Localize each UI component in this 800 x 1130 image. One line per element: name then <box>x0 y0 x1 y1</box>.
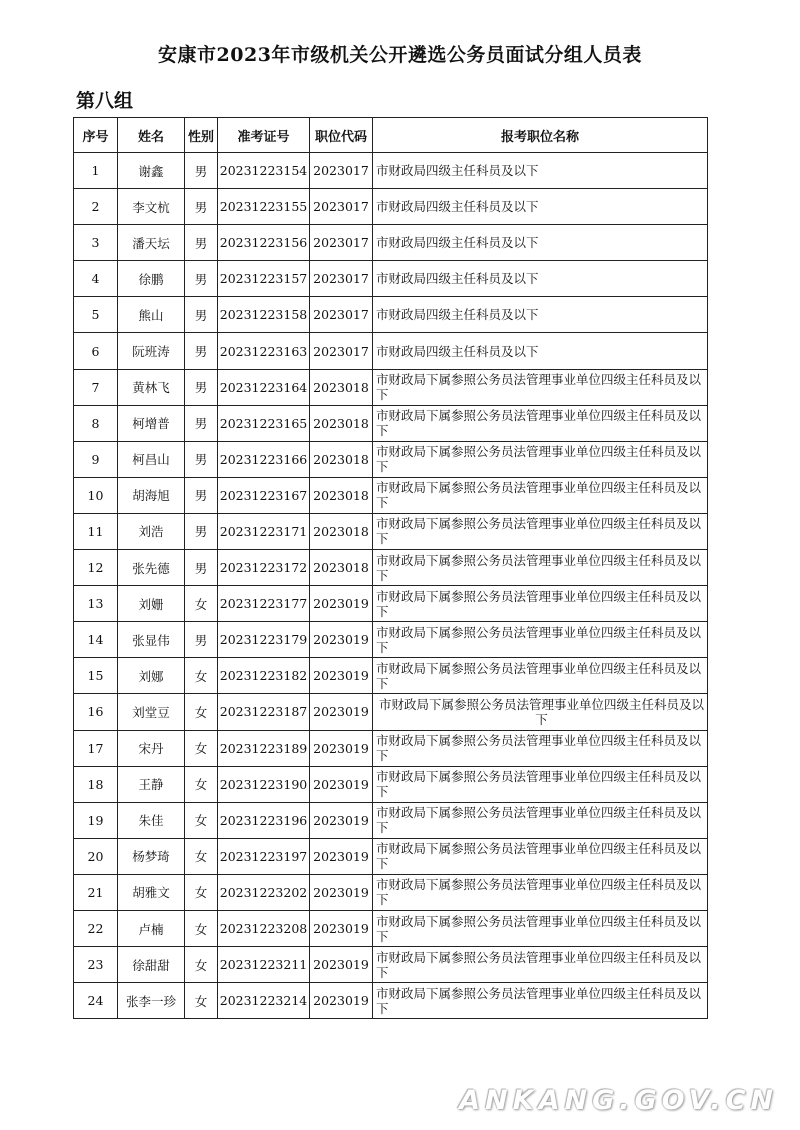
table-row <box>74 441 708 477</box>
cell-position: 市财政局四级主任科员及以下 <box>373 189 708 225</box>
cell-seq: 14 <box>74 622 118 658</box>
cell-ticket: 20231223214 <box>218 983 310 1019</box>
cell-position: 市财政局四级主任科员及以下 <box>373 261 708 297</box>
table-row <box>74 694 708 730</box>
group-heading: 第八组 <box>76 90 134 112</box>
cell-code: 2023018 <box>310 441 373 477</box>
cell-gender: 男 <box>185 261 218 297</box>
cell-seq: 17 <box>74 730 118 766</box>
cell-position: 市财政局下属参照公务员法管理事业单位四级主任科员及以下 <box>373 513 708 549</box>
cell-name: 黄林飞 <box>118 369 185 405</box>
cell-seq: 12 <box>74 550 118 586</box>
cell-gender: 男 <box>185 153 218 189</box>
cell-position: 市财政局下属参照公务员法管理事业单位四级主任科员及以下 <box>373 730 708 766</box>
cell-name: 胡雅文 <box>118 874 185 910</box>
cell-ticket: 20231223165 <box>218 405 310 441</box>
cell-name: 宋丹 <box>118 730 185 766</box>
cell-position: 市财政局下属参照公务员法管理事业单位四级主任科员及以下 <box>373 874 708 910</box>
cell-name: 胡海旭 <box>118 477 185 513</box>
cell-position: 市财政局下属参照公务员法管理事业单位四级主任科员及以下 <box>373 477 708 513</box>
cell-ticket: 20231223158 <box>218 297 310 333</box>
cell-name: 卢楠 <box>118 910 185 946</box>
table-row <box>74 947 708 983</box>
cell-ticket: 20231223177 <box>218 586 310 622</box>
cell-code: 2023018 <box>310 550 373 586</box>
cell-ticket: 20231223196 <box>218 802 310 838</box>
cell-name: 李文杭 <box>118 189 185 225</box>
cell-ticket: 20231223179 <box>218 622 310 658</box>
header-gender: 性别 <box>185 118 218 153</box>
cell-ticket: 20231223211 <box>218 947 310 983</box>
cell-seq: 15 <box>74 658 118 694</box>
cell-code: 2023018 <box>310 369 373 405</box>
cell-position: 市财政局下属参照公务员法管理事业单位四级主任科员及以下 <box>373 910 708 946</box>
table-row <box>74 910 708 946</box>
cell-gender: 男 <box>185 189 218 225</box>
cell-seq: 10 <box>74 477 118 513</box>
header-position: 报考职位名称 <box>373 118 708 153</box>
cell-code: 2023019 <box>310 658 373 694</box>
cell-name: 王静 <box>118 766 185 802</box>
cell-seq: 18 <box>74 766 118 802</box>
cell-code: 2023019 <box>310 947 373 983</box>
cell-gender: 女 <box>185 766 218 802</box>
cell-position: 市财政局下属参照公务员法管理事业单位四级主任科员及以下 <box>373 802 708 838</box>
cell-gender: 女 <box>185 802 218 838</box>
cell-seq: 21 <box>74 874 118 910</box>
cell-name: 刘浩 <box>118 513 185 549</box>
cell-seq: 11 <box>74 513 118 549</box>
cell-gender: 男 <box>185 441 218 477</box>
cell-gender: 女 <box>185 910 218 946</box>
cell-ticket: 20231223197 <box>218 838 310 874</box>
cell-position: 市财政局下属参照公务员法管理事业单位四级主任科员及以下 <box>373 983 708 1019</box>
table-row <box>74 874 708 910</box>
cell-name: 谢鑫 <box>118 153 185 189</box>
table-row <box>74 225 708 261</box>
interview-group-table <box>73 117 708 1019</box>
cell-position: 市财政局下属参照公务员法管理事业单位四级主任科员及以下 <box>373 947 708 983</box>
cell-name: 刘堂豆 <box>118 694 185 730</box>
cell-code: 2023017 <box>310 189 373 225</box>
header-code: 职位代码 <box>310 118 373 153</box>
cell-code: 2023019 <box>310 802 373 838</box>
cell-gender: 男 <box>185 477 218 513</box>
cell-gender: 男 <box>185 622 218 658</box>
table-row <box>74 658 708 694</box>
cell-position: 市财政局下属参照公务员法管理事业单位四级主任科员及以下 <box>373 586 708 622</box>
table-row <box>74 297 708 333</box>
table-row <box>74 153 708 189</box>
cell-seq: 13 <box>74 586 118 622</box>
cell-code: 2023019 <box>310 730 373 766</box>
cell-ticket: 20231223190 <box>218 766 310 802</box>
cell-seq: 7 <box>74 369 118 405</box>
cell-code: 2023017 <box>310 225 373 261</box>
cell-code: 2023018 <box>310 405 373 441</box>
cell-gender: 女 <box>185 838 218 874</box>
cell-gender: 男 <box>185 513 218 549</box>
table-row <box>74 730 708 766</box>
page-title: 安康市2023年市级机关公开遴选公务员面试分组人员表 <box>158 44 642 66</box>
table-row <box>74 477 708 513</box>
cell-code: 2023019 <box>310 910 373 946</box>
cell-code: 2023019 <box>310 983 373 1019</box>
cell-seq: 1 <box>74 153 118 189</box>
cell-ticket: 20231223208 <box>218 910 310 946</box>
cell-code: 2023019 <box>310 694 373 730</box>
cell-gender: 男 <box>185 225 218 261</box>
cell-code: 2023019 <box>310 622 373 658</box>
cell-ticket: 20231223187 <box>218 694 310 730</box>
cell-ticket: 20231223157 <box>218 261 310 297</box>
cell-gender: 女 <box>185 874 218 910</box>
table-row <box>74 513 708 549</box>
header-seq: 序号 <box>74 118 118 153</box>
cell-seq: 3 <box>74 225 118 261</box>
table-row <box>74 189 708 225</box>
table-row <box>74 586 708 622</box>
cell-seq: 22 <box>74 910 118 946</box>
cell-gender: 女 <box>185 586 218 622</box>
cell-gender: 女 <box>185 730 218 766</box>
cell-seq: 4 <box>74 261 118 297</box>
cell-ticket: 20231223164 <box>218 369 310 405</box>
cell-gender: 女 <box>185 983 218 1019</box>
table-row <box>74 802 708 838</box>
cell-position: 市财政局四级主任科员及以下 <box>373 297 708 333</box>
cell-name: 刘娜 <box>118 658 185 694</box>
table-row <box>74 838 708 874</box>
cell-name: 熊山 <box>118 297 185 333</box>
cell-seq: 6 <box>74 333 118 369</box>
header-name: 姓名 <box>118 118 185 153</box>
cell-code: 2023019 <box>310 766 373 802</box>
cell-position: 市财政局下属参照公务员法管理事业单位四级主任科员及以下 <box>373 622 708 658</box>
table-row <box>74 983 708 1019</box>
cell-seq: 5 <box>74 297 118 333</box>
cell-name: 柯昌山 <box>118 441 185 477</box>
cell-gender: 男 <box>185 369 218 405</box>
cell-seq: 2 <box>74 189 118 225</box>
cell-ticket: 20231223171 <box>218 513 310 549</box>
cell-ticket: 20231223172 <box>218 550 310 586</box>
cell-code: 2023017 <box>310 153 373 189</box>
cell-gender: 男 <box>185 405 218 441</box>
cell-seq: 24 <box>74 983 118 1019</box>
cell-name: 张先德 <box>118 550 185 586</box>
cell-position: 市财政局四级主任科员及以下 <box>373 153 708 189</box>
cell-position: 市财政局下属参照公务员法管理事业单位四级主任科员及以下 <box>373 658 708 694</box>
cell-gender: 女 <box>185 658 218 694</box>
cell-name: 刘姗 <box>118 586 185 622</box>
table-row <box>74 622 708 658</box>
cell-gender: 女 <box>185 694 218 730</box>
cell-ticket: 20231223202 <box>218 874 310 910</box>
cell-position: 市财政局四级主任科员及以下 <box>373 333 708 369</box>
cell-seq: 9 <box>74 441 118 477</box>
cell-position: 市财政局下属参照公务员法管理事业单位四级主任科员及以下 <box>373 550 708 586</box>
table-row <box>74 369 708 405</box>
cell-position: 市财政局下属参照公务员法管理事业单位四级主任科员及以下 <box>373 838 708 874</box>
cell-position: 市财政局下属参照公务员法管理事业单位四级主任科员及以下 <box>373 766 708 802</box>
cell-ticket: 20231223155 <box>218 189 310 225</box>
cell-code: 2023019 <box>310 586 373 622</box>
cell-seq: 23 <box>74 947 118 983</box>
cell-code: 2023019 <box>310 874 373 910</box>
cell-gender: 男 <box>185 297 218 333</box>
table-row <box>74 550 708 586</box>
cell-gender: 男 <box>185 333 218 369</box>
cell-gender: 男 <box>185 550 218 586</box>
table-header-row <box>74 118 708 153</box>
cell-name: 阮班涛 <box>118 333 185 369</box>
cell-seq: 16 <box>74 694 118 730</box>
cell-ticket: 20231223189 <box>218 730 310 766</box>
cell-seq: 20 <box>74 838 118 874</box>
cell-code: 2023017 <box>310 333 373 369</box>
cell-seq: 8 <box>74 405 118 441</box>
cell-position: 市财政局四级主任科员及以下 <box>373 225 708 261</box>
header-ticket: 准考证号 <box>218 118 310 153</box>
cell-name: 潘天坛 <box>118 225 185 261</box>
cell-code: 2023017 <box>310 297 373 333</box>
cell-ticket: 20231223166 <box>218 441 310 477</box>
cell-name: 张显伟 <box>118 622 185 658</box>
table-row <box>74 766 708 802</box>
cell-ticket: 20231223167 <box>218 477 310 513</box>
cell-code: 2023018 <box>310 513 373 549</box>
cell-name: 徐鹏 <box>118 261 185 297</box>
cell-position: 市财政局下属参照公务员法管理事业单位四级主任科员及以下 <box>373 441 708 477</box>
table-row <box>74 261 708 297</box>
cell-name: 徐甜甜 <box>118 947 185 983</box>
cell-seq: 19 <box>74 802 118 838</box>
table-row <box>74 333 708 369</box>
cell-position: 市财政局下属参照公务员法管理事业单位四级主任科员及以下 <box>373 405 708 441</box>
cell-position: 市财政局下属参照公务员法管理事业单位四级主任科员及以下 <box>373 694 708 730</box>
cell-ticket: 20231223154 <box>218 153 310 189</box>
cell-name: 张李一珍 <box>118 983 185 1019</box>
cell-name: 柯增普 <box>118 405 185 441</box>
cell-code: 2023019 <box>310 838 373 874</box>
cell-ticket: 20231223182 <box>218 658 310 694</box>
site-watermark: ANKANG.GOV.CN <box>459 1085 778 1116</box>
cell-ticket: 20231223156 <box>218 225 310 261</box>
cell-ticket: 20231223163 <box>218 333 310 369</box>
cell-name: 杨梦琦 <box>118 838 185 874</box>
cell-name: 朱佳 <box>118 802 185 838</box>
cell-position: 市财政局下属参照公务员法管理事业单位四级主任科员及以下 <box>373 369 708 405</box>
table-row <box>74 405 708 441</box>
cell-code: 2023017 <box>310 261 373 297</box>
cell-gender: 女 <box>185 947 218 983</box>
cell-code: 2023018 <box>310 477 373 513</box>
